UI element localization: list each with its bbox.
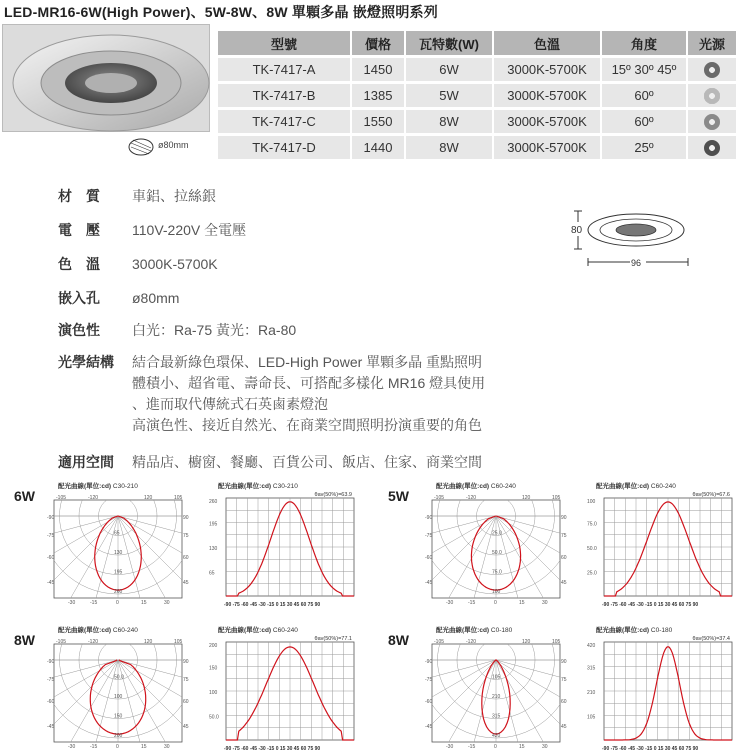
polar-ring-label: 75.0 (492, 569, 502, 576)
polar-left-tick: -75 (47, 533, 55, 539)
cartesian-y-tick: 150 (209, 665, 218, 672)
cell-model: TK-7417-B (218, 84, 352, 107)
polar-chart (426, 492, 566, 604)
polar-right-tick: 60 (183, 699, 189, 705)
cartesian-eav-label: θav(50%)=67.6 (692, 492, 730, 498)
polar-ring-label: 100 (492, 589, 501, 595)
cell-model: TK-7417-D (218, 136, 352, 159)
cell-temp: 3000K-5700K (494, 58, 602, 81)
property-value-line: 結合最新綠色環保、LED-High Power 單顆多晶 重點照明 (132, 354, 483, 370)
polar-bottom-tick: -15 (90, 600, 98, 606)
cell-source (688, 110, 736, 133)
property-value (132, 220, 246, 241)
cartesian-eav-label: θav(50%)=77.1 (314, 636, 352, 642)
polar-top-tick: -120 (466, 495, 477, 501)
polar-right-tick: 75 (561, 533, 567, 539)
photometric-panel (0, 484, 372, 608)
polar-top-tick: -105 (434, 495, 445, 501)
bulb-icon (704, 88, 720, 104)
polar-bottom-tick: -15 (468, 600, 476, 606)
cell-source (688, 136, 736, 159)
photometric-panel (0, 628, 372, 752)
cartesian-title (596, 481, 676, 490)
polar-bottom-tick: 15 (141, 744, 147, 750)
polar-bottom-tick: -30 (446, 744, 454, 750)
polar-left-tick: -60 (425, 699, 433, 705)
cartesian-code: C60-240 (272, 627, 298, 634)
property-label: 電 壓 (58, 222, 100, 238)
cartesian-y-tick: 200 (209, 643, 218, 649)
hole-diameter-icon (127, 137, 155, 162)
polar-left-tick: -60 (425, 555, 433, 561)
panel-watt-label: 6W (14, 488, 35, 504)
cartesian-code: C0-180 (650, 627, 673, 634)
polar-bottom-tick: -30 (68, 600, 76, 606)
property-value-line: 110V-220V 全電壓 (132, 222, 247, 238)
polar-top-tick: 120 (522, 495, 531, 501)
downlight-image (3, 25, 209, 131)
polar-top-tick: 105 (174, 495, 183, 501)
bulb-icon (704, 114, 720, 130)
cartesian-y-tick: 65 (209, 570, 215, 577)
polar-left-tick: -45 (425, 724, 433, 730)
cell-temp: 3000K-5700K (494, 84, 602, 107)
polar-right-tick: 90 (561, 515, 567, 521)
cartesian-title-text: 配光曲線(單位:cd) (596, 483, 650, 490)
polar-bottom-tick: -30 (68, 744, 76, 750)
cartesian-y-tick: 420 (587, 643, 596, 649)
cell-price: 1450 (352, 58, 406, 81)
polar-top-tick: -120 (88, 639, 99, 645)
header-temp: 色溫 (494, 31, 602, 55)
spec-table-row (218, 84, 736, 107)
polar-right-tick: 75 (183, 533, 189, 539)
polar-ring-label: 150 (114, 713, 123, 720)
property-value-line: 、進而取代傳統式石英鹵素燈泡 (132, 396, 328, 412)
polar-top-tick: -105 (434, 639, 445, 645)
polar-bottom-tick: 15 (519, 600, 525, 606)
polar-title (436, 481, 516, 490)
cartesian-y-tick: 25.0 (587, 570, 597, 577)
polar-title-text: 配光曲線(單位:cd) (436, 627, 490, 634)
property-label: 材 質 (58, 188, 100, 204)
property-value (132, 352, 485, 436)
polar-title (58, 481, 138, 490)
polar-left-tick: -90 (47, 659, 55, 665)
panel-watt-label: 5W (388, 488, 409, 504)
property-value (132, 254, 218, 275)
cell-angle: 60º (602, 84, 688, 107)
cartesian-chart (586, 634, 736, 752)
cell-temp: 3000K-5700K (494, 110, 602, 133)
cell-price: 1550 (352, 110, 406, 133)
polar-right-tick: 90 (561, 659, 567, 665)
cartesian-title (596, 625, 672, 634)
cell-watt: 6W (406, 58, 494, 81)
bulb-icon (704, 62, 720, 78)
polar-title-text: 配光曲線(單位:cd) (436, 483, 490, 490)
polar-left-tick: -45 (47, 580, 55, 586)
polar-top-tick: 105 (552, 639, 561, 645)
cartesian-y-tick: 105 (587, 714, 596, 721)
property-value-line: 體積小、超省電、壽命長、可搭配多樣化 MR16 燈具使用 (132, 375, 486, 391)
property-label: 適用空間 (58, 454, 114, 470)
cell-model: TK-7417-A (218, 58, 352, 81)
polar-ring-label: 200 (114, 733, 123, 739)
cartesian-y-tick: 195 (209, 521, 218, 528)
cartesian-chart (208, 490, 358, 608)
side-dimension-drawing (570, 208, 692, 277)
polar-right-tick: 75 (561, 677, 567, 683)
polar-left-tick: -45 (425, 580, 433, 586)
polar-code: C30-210 (112, 483, 138, 490)
polar-right-tick: 45 (561, 580, 567, 586)
polar-left-tick: -75 (425, 677, 433, 683)
spec-table-row (218, 58, 736, 81)
polar-bottom-tick: 15 (519, 744, 525, 750)
cartesian-code: C60-240 (650, 483, 676, 490)
polar-left-tick: -60 (47, 555, 55, 561)
polar-bottom-tick: -30 (446, 600, 454, 606)
polar-bottom-tick: 30 (542, 600, 548, 606)
cell-source (688, 84, 736, 107)
cartesian-x-ticks: -90 -75 -60 -45 -30 -15 0 15 30 45 60 75 90 (224, 746, 321, 752)
polar-top-tick: -120 (466, 639, 477, 645)
cartesian-title-text: 配光曲線(單位:cd) (596, 627, 650, 634)
property-value-line: 車鋁、拉絲銀 (132, 188, 216, 204)
polar-right-tick: 75 (183, 677, 189, 683)
cartesian-eav-label: θav(50%)=37.4 (692, 636, 730, 642)
dim-width-label: 96 (631, 258, 642, 268)
polar-left-tick: -45 (47, 724, 55, 730)
polar-chart (48, 492, 188, 604)
photometric-panel (378, 484, 750, 608)
cartesian-x-ticks: -90 -75 -60 -45 -30 -15 0 15 30 45 60 75 90 (602, 602, 699, 608)
polar-ring-label: 195 (114, 569, 123, 576)
property-value (132, 452, 482, 473)
polar-title (436, 625, 512, 634)
polar-right-tick: 90 (183, 659, 189, 665)
cartesian-title (218, 481, 298, 490)
header-model: 型號 (218, 31, 352, 55)
cell-watt: 8W (406, 136, 494, 159)
panel-watt-label: 8W (388, 632, 409, 648)
cell-model: TK-7417-C (218, 110, 352, 133)
panel-watt-label: 8W (14, 632, 35, 648)
polar-ring-label: 65 (114, 530, 120, 537)
polar-top-tick: 120 (144, 639, 153, 645)
polar-left-tick: -90 (425, 659, 433, 665)
polar-bottom-tick: 0 (116, 600, 119, 606)
cartesian-y-tick: 260 (209, 499, 218, 505)
polar-ring-label: 105 (492, 674, 501, 681)
polar-right-tick: 90 (183, 515, 189, 521)
header-angle: 角度 (602, 31, 688, 55)
polar-chart (48, 636, 188, 748)
polar-ring-label: 100 (114, 694, 123, 700)
cartesian-title (218, 625, 298, 634)
cartesian-y-tick: 100 (209, 690, 218, 696)
cartesian-chart (586, 490, 736, 608)
polar-ring-label: 50.0 (492, 550, 502, 556)
polar-top-tick: 120 (522, 639, 531, 645)
polar-top-tick: -105 (56, 495, 67, 501)
hole-diameter-label: ø80mm (158, 140, 189, 150)
polar-bottom-tick: -15 (90, 744, 98, 750)
dim-height-label: 80 (571, 225, 583, 236)
cartesian-x-ticks: -90 -75 -60 -45 -30 -15 0 15 30 45 60 75 90 (602, 746, 699, 752)
header-watt: 瓦特數(W) (406, 31, 494, 55)
polar-chart (426, 636, 566, 748)
polar-left-tick: -60 (47, 699, 55, 705)
polar-left-tick: -75 (47, 677, 55, 683)
property-value-line: 精品店、櫥窗、餐廳、百貨公司、飯店、住家、商業空間 (132, 454, 482, 470)
polar-top-tick: -105 (56, 639, 67, 645)
polar-ring-label: 25.0 (492, 530, 502, 537)
spec-table (218, 28, 736, 162)
cartesian-code: C30-210 (272, 483, 298, 490)
polar-top-tick: 105 (552, 495, 561, 501)
cartesian-y-tick: 210 (587, 690, 596, 696)
polar-code: C0-180 (490, 627, 513, 634)
polar-ring-label: 50.0 (114, 674, 124, 681)
polar-right-tick: 45 (183, 724, 189, 730)
photometric-panel (378, 628, 750, 752)
cell-angle: 25º (602, 136, 688, 159)
cell-angle: 15º 30º 45º (602, 58, 688, 81)
property-value-line: 3000K-5700K (132, 256, 218, 272)
cartesian-y-tick: 75.0 (587, 521, 597, 528)
property-value-line: ø80mm (132, 290, 180, 306)
polar-right-tick: 60 (561, 555, 567, 561)
cartesian-title-text: 配光曲線(單位:cd) (218, 627, 272, 634)
cartesian-x-ticks: -90 -75 -60 -45 -30 -15 0 15 30 45 60 75 90 (224, 602, 321, 608)
polar-right-tick: 60 (561, 699, 567, 705)
cell-temp: 3000K-5700K (494, 136, 602, 159)
header-price: 價格 (352, 31, 406, 55)
polar-code: C60-240 (112, 627, 138, 634)
polar-left-tick: -90 (425, 515, 433, 521)
spec-table-row (218, 136, 736, 159)
cartesian-chart (208, 634, 358, 752)
polar-right-tick: 45 (183, 580, 189, 586)
cartesian-y-tick: 50.0 (587, 546, 597, 552)
header-source: 光源 (688, 31, 736, 55)
cartesian-title-text: 配光曲線(單位:cd) (218, 483, 272, 490)
property-value-line: 高演色性、接近自然光、在商業空間照明扮演重要的角色 (132, 417, 482, 433)
polar-bottom-tick: 0 (494, 744, 497, 750)
cell-source (688, 58, 736, 81)
polar-ring-label: 260 (114, 589, 123, 595)
polar-left-tick: -90 (47, 515, 55, 521)
property-label: 光學結構 (58, 354, 114, 370)
polar-ring-label: 130 (114, 550, 123, 556)
polar-code: C60-240 (490, 483, 516, 490)
polar-top-tick: 120 (144, 495, 153, 501)
property-label: 嵌入孔 (58, 290, 100, 306)
spec-table-header (218, 31, 736, 55)
polar-bottom-tick: -15 (468, 744, 476, 750)
page-title: LED-MR16-6W(High Power)、5W-8W、8W 單顆多晶 嵌燈照明系列 (4, 4, 438, 20)
polar-top-tick: 105 (174, 639, 183, 645)
cartesian-y-tick: 130 (209, 546, 218, 552)
polar-top-tick: -120 (88, 495, 99, 501)
cartesian-y-tick: 100 (587, 499, 596, 505)
cell-price: 1385 (352, 84, 406, 107)
polar-bottom-tick: 0 (116, 744, 119, 750)
property-label: 色 溫 (58, 256, 100, 272)
polar-title (58, 625, 138, 634)
product-photo (2, 24, 210, 132)
polar-bottom-tick: 0 (494, 600, 497, 606)
polar-ring-label: 210 (492, 694, 501, 700)
property-value-line: 白光：Ra-75 黃光：Ra-80 (132, 322, 297, 338)
polar-bottom-tick: 30 (164, 600, 170, 606)
cell-angle: 60º (602, 110, 688, 133)
property-label: 演色性 (58, 322, 100, 338)
polar-right-tick: 60 (183, 555, 189, 561)
property-value (132, 288, 179, 309)
polar-title-text: 配光曲線(單位:cd) (58, 627, 112, 634)
property-value (132, 186, 216, 207)
polar-bottom-tick: 30 (164, 744, 170, 750)
cell-watt: 8W (406, 110, 494, 133)
cartesian-y-tick: 315 (587, 665, 596, 672)
cell-watt: 5W (406, 84, 494, 107)
polar-bottom-tick: 15 (141, 600, 147, 606)
spec-table-row (218, 110, 736, 133)
polar-right-tick: 45 (561, 724, 567, 730)
bulb-icon (704, 140, 720, 156)
cartesian-y-tick: 50.0 (209, 714, 219, 721)
cartesian-eav-label: θav(50%)=63.9 (314, 492, 352, 498)
property-value (132, 320, 296, 341)
polar-left-tick: -75 (425, 533, 433, 539)
cell-price: 1440 (352, 136, 406, 159)
polar-title-text: 配光曲線(單位:cd) (58, 483, 112, 490)
polar-ring-label: 420 (492, 733, 501, 739)
polar-ring-label: 315 (492, 713, 501, 720)
polar-bottom-tick: 30 (542, 744, 548, 750)
